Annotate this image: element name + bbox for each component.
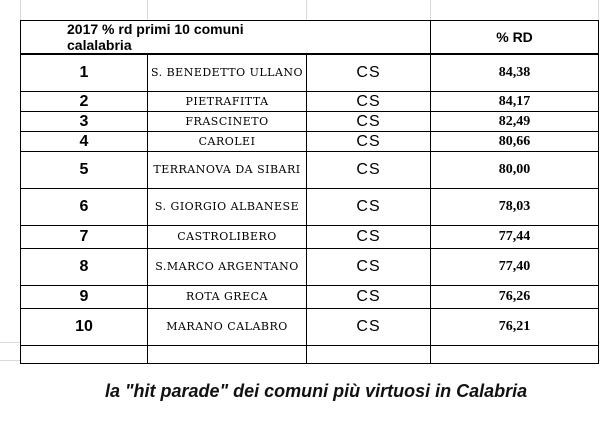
pct-cell: 77,44 xyxy=(431,226,599,249)
municipality-cell: TERRANOVA DA SIBARI xyxy=(148,152,307,189)
province-cell: CS xyxy=(307,226,431,249)
rank-cell: 3 xyxy=(21,112,148,132)
province-cell: CS xyxy=(307,112,431,132)
province-cell: CS xyxy=(307,189,431,226)
municipality-cell: S. BENEDETTO ULLANO xyxy=(148,54,307,92)
table-header-row xyxy=(21,21,599,55)
rank-cell: 5 xyxy=(21,152,148,189)
municipality-cell: ROTA GRECA xyxy=(148,286,307,309)
municipality-cell: CAROLEI xyxy=(148,132,307,152)
rank-cell: 6 xyxy=(21,189,148,226)
province-cell: CS xyxy=(307,132,431,152)
rank-cell: 4 xyxy=(21,132,148,152)
municipality-cell: FRASCINETO xyxy=(148,112,307,132)
table-row xyxy=(21,152,599,189)
province-cell: CS xyxy=(307,286,431,309)
table-row xyxy=(21,286,599,309)
empty-cell xyxy=(307,346,431,364)
province-cell: CS xyxy=(307,309,431,346)
table-row xyxy=(21,132,599,152)
empty-cell xyxy=(148,346,307,364)
municipality-cell: S. GIORGIO ALBANESE xyxy=(148,189,307,226)
pct-cell: 84,17 xyxy=(431,92,599,112)
table-row xyxy=(21,309,599,346)
pct-cell: 82,49 xyxy=(431,112,599,132)
municipality-cell: MARANO CALABRO xyxy=(148,309,307,346)
rd-ranking-table xyxy=(20,20,599,364)
pct-cell: 76,21 xyxy=(431,309,599,346)
rank-cell: 8 xyxy=(21,249,148,286)
pct-cell: 84,38 xyxy=(431,54,599,92)
pct-cell: 80,00 xyxy=(431,152,599,189)
table-title: 2017 % rd primi 10 comuni calalabria xyxy=(21,21,307,55)
rank-cell: 1 xyxy=(21,54,148,92)
rank-cell: 2 xyxy=(21,92,148,112)
province-cell: CS xyxy=(307,92,431,112)
pct-cell: 78,03 xyxy=(431,189,599,226)
municipality-cell: S.MARCO ARGENTANO xyxy=(148,249,307,286)
municipality-cell: PIETRAFITTA xyxy=(148,92,307,112)
province-cell: CS xyxy=(307,152,431,189)
pct-cell: 80,66 xyxy=(431,132,599,152)
municipality-cell: CASTROLIBERO xyxy=(148,226,307,249)
province-cell: CS xyxy=(307,249,431,286)
table-row xyxy=(21,189,599,226)
pct-cell: 76,26 xyxy=(431,286,599,309)
province-cell: CS xyxy=(307,54,431,92)
image-caption: la "hit parade" dei comuni più virtuosi in Calabria xyxy=(105,381,528,401)
table-row xyxy=(21,112,599,132)
table-row xyxy=(21,249,599,286)
empty-footer-row xyxy=(21,346,599,364)
rank-cell: 10 xyxy=(21,309,148,346)
table-row xyxy=(21,226,599,249)
rank-cell: 9 xyxy=(21,286,148,309)
table-row xyxy=(21,54,599,92)
empty-cell xyxy=(21,346,148,364)
header-empty-cell xyxy=(307,21,431,55)
rank-cell: 7 xyxy=(21,226,148,249)
pct-cell: 77,40 xyxy=(431,249,599,286)
empty-cell xyxy=(431,346,599,364)
table-row xyxy=(21,92,599,112)
pct-header: % RD xyxy=(431,21,599,55)
